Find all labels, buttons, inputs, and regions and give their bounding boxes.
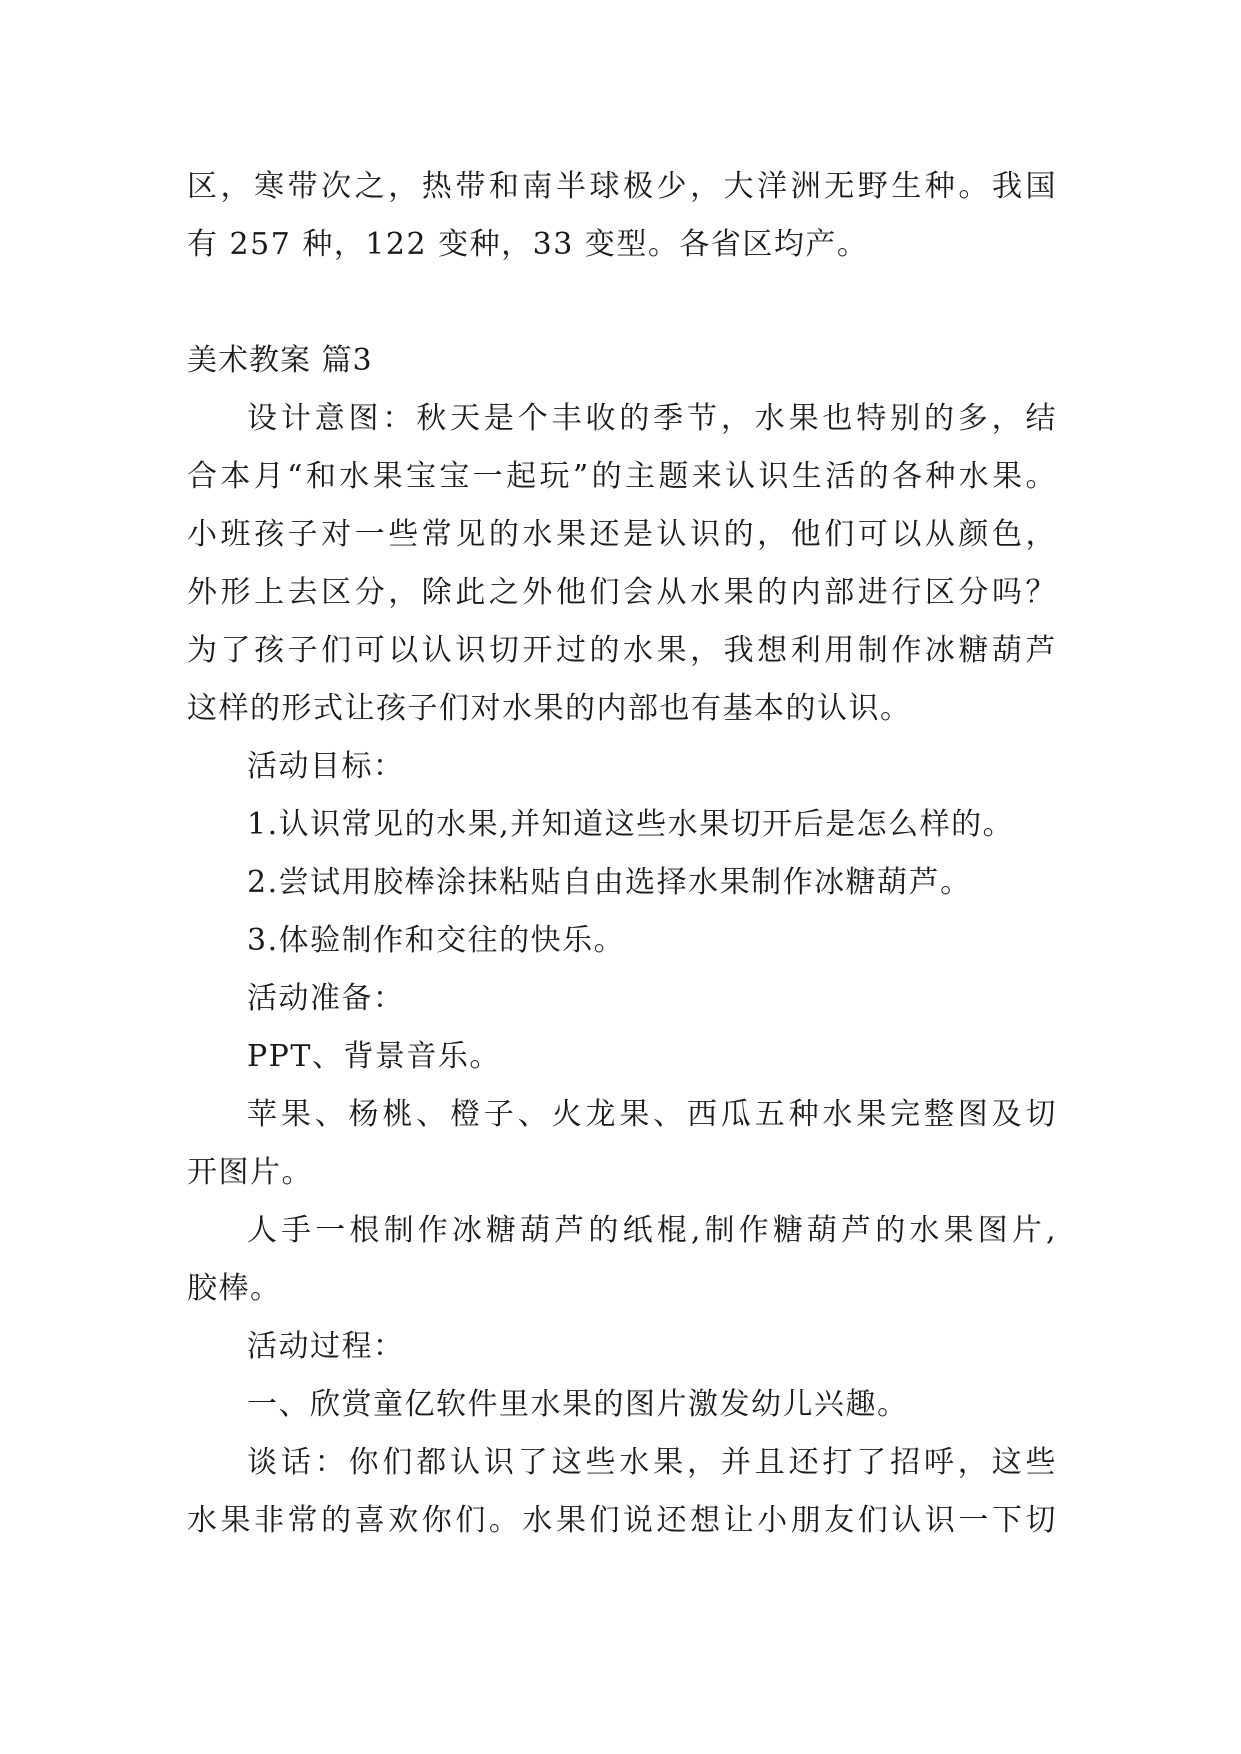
preparation-item: 人手一根制作冰糖葫芦的纸棍,制作糖葫芦的水果图片, [247, 1213, 1057, 1248]
process-step: 一、欣赏童亿软件里水果的图片激发幼儿兴趣。 [247, 1387, 909, 1422]
goal-item: 1.认识常见的水果,并知道这些水果切开后是怎么样的。 [247, 807, 1015, 842]
paragraph-line: 有 257 种，122 变种，33 变型。各省区均产。 [187, 227, 869, 262]
goals-heading: 活动目标： [247, 749, 405, 784]
paragraph-line: 谈话：你们都认识了这些水果，并且还打了招呼，这些 [247, 1445, 1057, 1480]
paragraph-line: 小班孩子对一些常见的水果还是认识的，他们可以从颜色， [187, 517, 1057, 552]
preparation-item: 胶棒。 [187, 1271, 282, 1306]
paragraph-line: 这样的形式让孩子们对水果的内部也有基本的认识。 [187, 691, 912, 726]
document-body [187, 158, 1057, 1550]
paragraph-line: 为了孩子们可以认识切开过的水果，我想利用制作冰糖葫芦 [187, 633, 1057, 668]
preparation-item: 开图片。 [187, 1155, 313, 1190]
goal-item: 2.尝试用胶棒涂抹粘贴自由选择水果制作冰糖葫芦。 [247, 865, 972, 900]
paragraph-gap [187, 274, 1057, 332]
paragraph-line: 外形上去区分，除此之外他们会从水果的内部进行区分吗？ [187, 575, 1057, 610]
paragraph-line: 区，寒带次之，热带和南半球极少，大洋洲无野生种。我国 [187, 169, 1057, 204]
paragraph-line: 设计意图：秋天是个丰收的季节，水果也特别的多，结 [247, 401, 1057, 436]
section-title: 美术教案 篇3 [187, 343, 373, 378]
preparation-item: 苹果、杨桃、橙子、火龙果、西瓜五种水果完整图及切 [247, 1097, 1057, 1132]
process-heading: 活动过程： [247, 1329, 405, 1364]
paragraph-line: 水果非常的喜欢你们。水果们说还想让小朋友们认识一下切 [187, 1503, 1057, 1538]
preparation-heading: 活动准备： [247, 981, 405, 1016]
preparation-item: PPT、背景音乐。 [247, 1039, 501, 1074]
goal-item: 3.体验制作和交往的快乐。 [247, 923, 626, 958]
paragraph-line: 合本月“和水果宝宝一起玩”的主题来认识生活的各种水果。 [187, 459, 1057, 494]
